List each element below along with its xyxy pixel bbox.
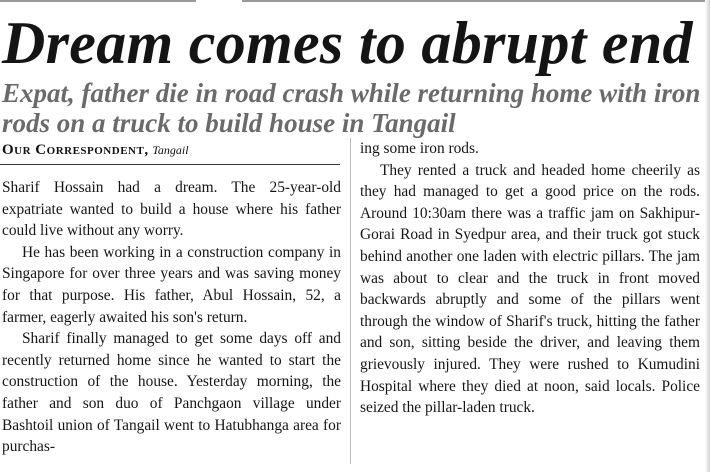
- top-rule-right: [242, 0, 710, 2]
- byline-author: Our Correspondent,: [2, 142, 149, 158]
- headline: Dream comes to abrupt end: [2, 10, 693, 76]
- article-column-right: [360, 138, 700, 419]
- subheadline: Expat, father die in road crash while returning home with iron rods on a truck to build house in Tangail: [2, 78, 701, 138]
- page-edge-shadow: [705, 0, 710, 472]
- article-column-left: [2, 177, 341, 458]
- byline-location: Tangail: [152, 143, 189, 157]
- byline-rule: [0, 164, 340, 165]
- byline: [2, 141, 189, 159]
- paragraph-4: They rented a truck and headed home cheerily as they had managed to get a good price on the rods. Around 10:30am there was a traffic jam on Sakhipur-Gorai Road in Syedpur area, and their truck got stuck behind another one laden with electric pillars. The jam was about to clear and the truck in front moved backwards abruptly and some of the pillars went through the window of Sharif's truck, hitting the father and son, sitting beside the driver, and leaving them grievously injured. They were rushed to Kumudini Hospital where they died at noon, said locals. Police seized the pillar-laden truck.: [360, 161, 700, 417]
- top-rule-left: [0, 0, 196, 2]
- column-divider: [350, 138, 351, 464]
- paragraph-3: Sharif finally managed to get some days off and recently returned home since he wanted to start the construction of the house. Yesterday morning, the father and son duo of Panchgaon village under Bashtoil union of Tangail went to Hatubhanga area for purchas-: [2, 330, 341, 456]
- paragraph-1: Sharif Hossain had a dream. The 25-year-old expatriate wanted to build a house where his father could live without any worry.: [2, 179, 341, 240]
- paragraph-2: He has been working in a construction company in Singapore for over three years and was saving money for that purpose. His father, Abul Hossain, 52, a farmer, eagerly awaited his son's return.: [2, 243, 341, 326]
- paragraph-3-continued: ing some iron rods.: [360, 140, 479, 157]
